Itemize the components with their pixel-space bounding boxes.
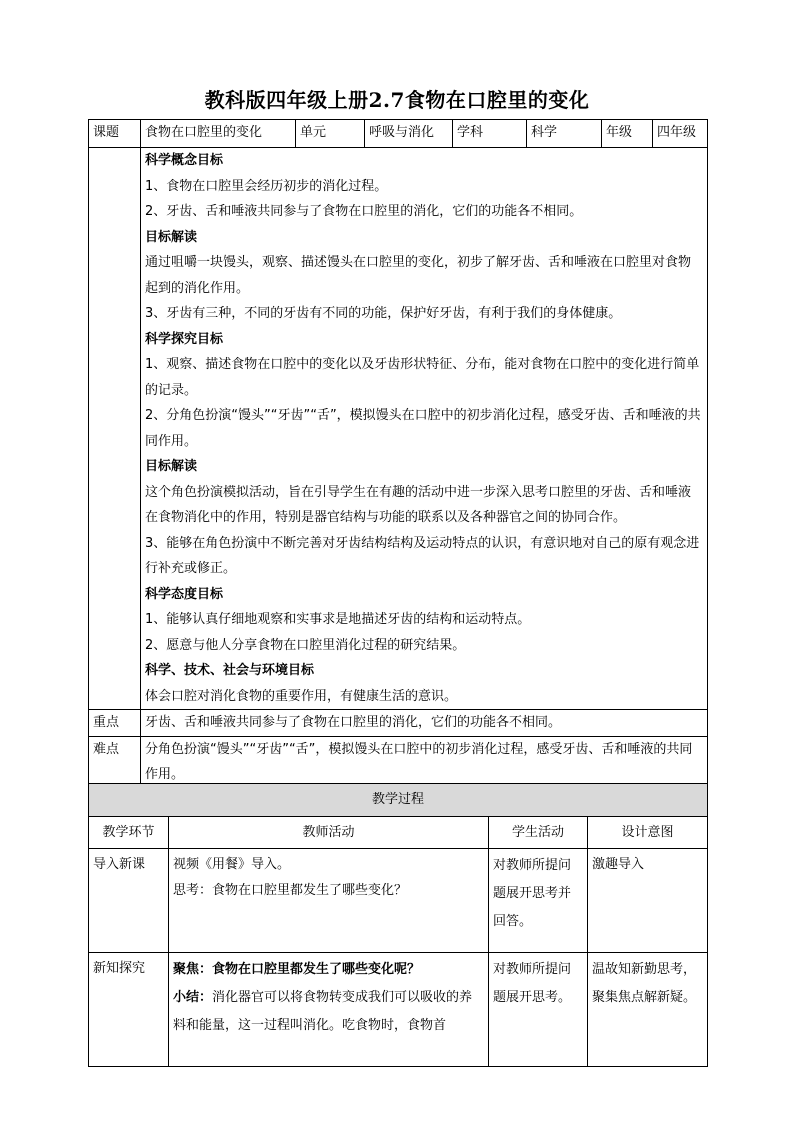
goal-item: 这个角色扮演模拟活动，旨在引导学生在有趣的活动中进一步深入思考口腔里的牙齿、舌和唾液在食物消化中的作用，特别是器官结构与功能的联系以及各种器官之间的协同合作。 <box>145 484 692 525</box>
goal-heading: 科学概念目标 <box>145 153 224 168</box>
grade-label: 年级 <box>602 120 653 148</box>
process-title-row <box>89 784 708 817</box>
goal-item: 3、能够在角色扮演中不断完善对牙齿结构结构及运动特点的认识，有意识地对自己的原有观念进行补充或修正。 <box>145 535 700 576</box>
goal-heading: 目标解读 <box>145 229 198 245</box>
topic-value: 食物在口腔里的变化 <box>141 120 296 148</box>
goal-heading: 科学态度目标 <box>145 586 224 602</box>
explore-student: 对教师所提问题展开思考。 <box>489 953 588 1067</box>
goal-heading: 目标解读 <box>145 459 198 474</box>
process-title: 教学过程 <box>89 784 708 817</box>
header-row <box>89 120 708 148</box>
header-stage: 教学环节 <box>89 817 169 849</box>
summary-text: 消化器官可以将食物转变成我们可以吸收的养料和能量，这一过程叫消化。吃食物时，食物首 <box>173 990 473 1033</box>
subject-value: 科学 <box>527 120 602 148</box>
header-student: 学生活动 <box>489 817 588 849</box>
topic-label: 课题 <box>89 120 141 148</box>
intro-student: 对教师所提问题展开思考并回答。 <box>489 849 588 953</box>
header-intent: 设计意图 <box>588 817 708 849</box>
goal-item: 1、能够认真仔细地观察和实事求是地描述牙齿的结构和运动特点。 <box>145 612 531 627</box>
goal-item: 2、分角色扮演“馒头”“牙齿”“舌”，模拟馒头在口腔中的初步消化过程，感受牙齿、舌和唾液的共同作用。 <box>145 408 701 449</box>
grade-value: 四年级 <box>653 120 708 148</box>
intro-teacher-line-2: 思考：食物在口腔里都发生了哪些变化？ <box>173 882 408 898</box>
goal-heading: 科学探究目标 <box>145 331 224 347</box>
document-title: 教科版四年级上册2.7食物在口腔里的变化 <box>204 88 590 112</box>
header-teacher: 教师活动 <box>169 817 489 849</box>
difficulty-row <box>89 736 708 788</box>
explore-intent: 温故知新勤思考，聚集焦点解新疑。 <box>588 953 708 1067</box>
process-table <box>88 783 708 1067</box>
difficulty-label: 难点 <box>89 736 141 788</box>
goal-item: 通过咀嚼一块馒头，观察、描述馒头在口腔里的变化，初步了解牙齿、舌和唾液在口腔里对食物起到的消化作用。 <box>145 255 692 296</box>
goal-item: 2、牙齿、舌和唾液共同参与了食物在口腔里的消化，它们的功能各不相同。 <box>145 204 583 219</box>
goal-item: 体会口腔对消化食物的重要作用，有健康生活的意识。 <box>145 688 458 704</box>
explore-teacher <box>169 953 489 1067</box>
explore-stage: 新知探究 <box>89 953 169 1067</box>
goals-cell <box>141 148 708 710</box>
intro-intent: 激趣导入 <box>588 849 708 953</box>
goals-row <box>89 148 708 710</box>
key-point-text: 牙齿、舌和唾液共同参与了食物在口腔里的消化，它们的功能各不相同。 <box>141 710 708 737</box>
goal-item: 3、牙齿有三种，不同的牙齿有不同的功能，保护好牙齿，有利于我们的身体健康。 <box>145 306 622 321</box>
unit-value: 呼吸与消化 <box>365 120 453 148</box>
focus-text: 食物在口腔里都发生了哪些变化呢？ <box>212 962 421 977</box>
intro-stage: 导入新课 <box>89 849 169 953</box>
key-point-row <box>89 710 708 737</box>
lesson-plan-table <box>88 119 708 789</box>
goals-list <box>145 148 703 709</box>
goal-heading: 科学、技术、社会与环境目标 <box>145 663 315 678</box>
goal-item: 1、食物在口腔里会经历初步的消化过程。 <box>145 178 388 194</box>
subject-label: 学科 <box>453 120 527 148</box>
process-header-row <box>89 817 708 849</box>
intro-row <box>89 849 708 953</box>
goal-item: 1、观察、描述食物在口腔中的变化以及牙齿形状特征、分布，能对食物在口腔中的变化进行简单的记录。 <box>145 357 700 398</box>
key-point-label: 重点 <box>89 710 141 737</box>
intro-teacher <box>169 849 489 953</box>
summary-label: 小结： <box>173 990 213 1005</box>
explore-row <box>89 953 708 1067</box>
difficulty-text: 分角色扮演“馒头”“牙齿”“舌”，模拟馒头在口腔中的初步消化过程，感受牙齿、舌和唾液的共同作用。 <box>141 736 708 788</box>
intro-teacher-line-1: 视频《用餐》导入。 <box>173 857 291 872</box>
goal-item: 2、愿意与他人分享食物在口腔里消化过程的研究结果。 <box>145 637 466 653</box>
focus-label: 聚焦： <box>173 962 213 977</box>
unit-label: 单元 <box>296 120 365 148</box>
goals-label-cell <box>89 148 141 710</box>
